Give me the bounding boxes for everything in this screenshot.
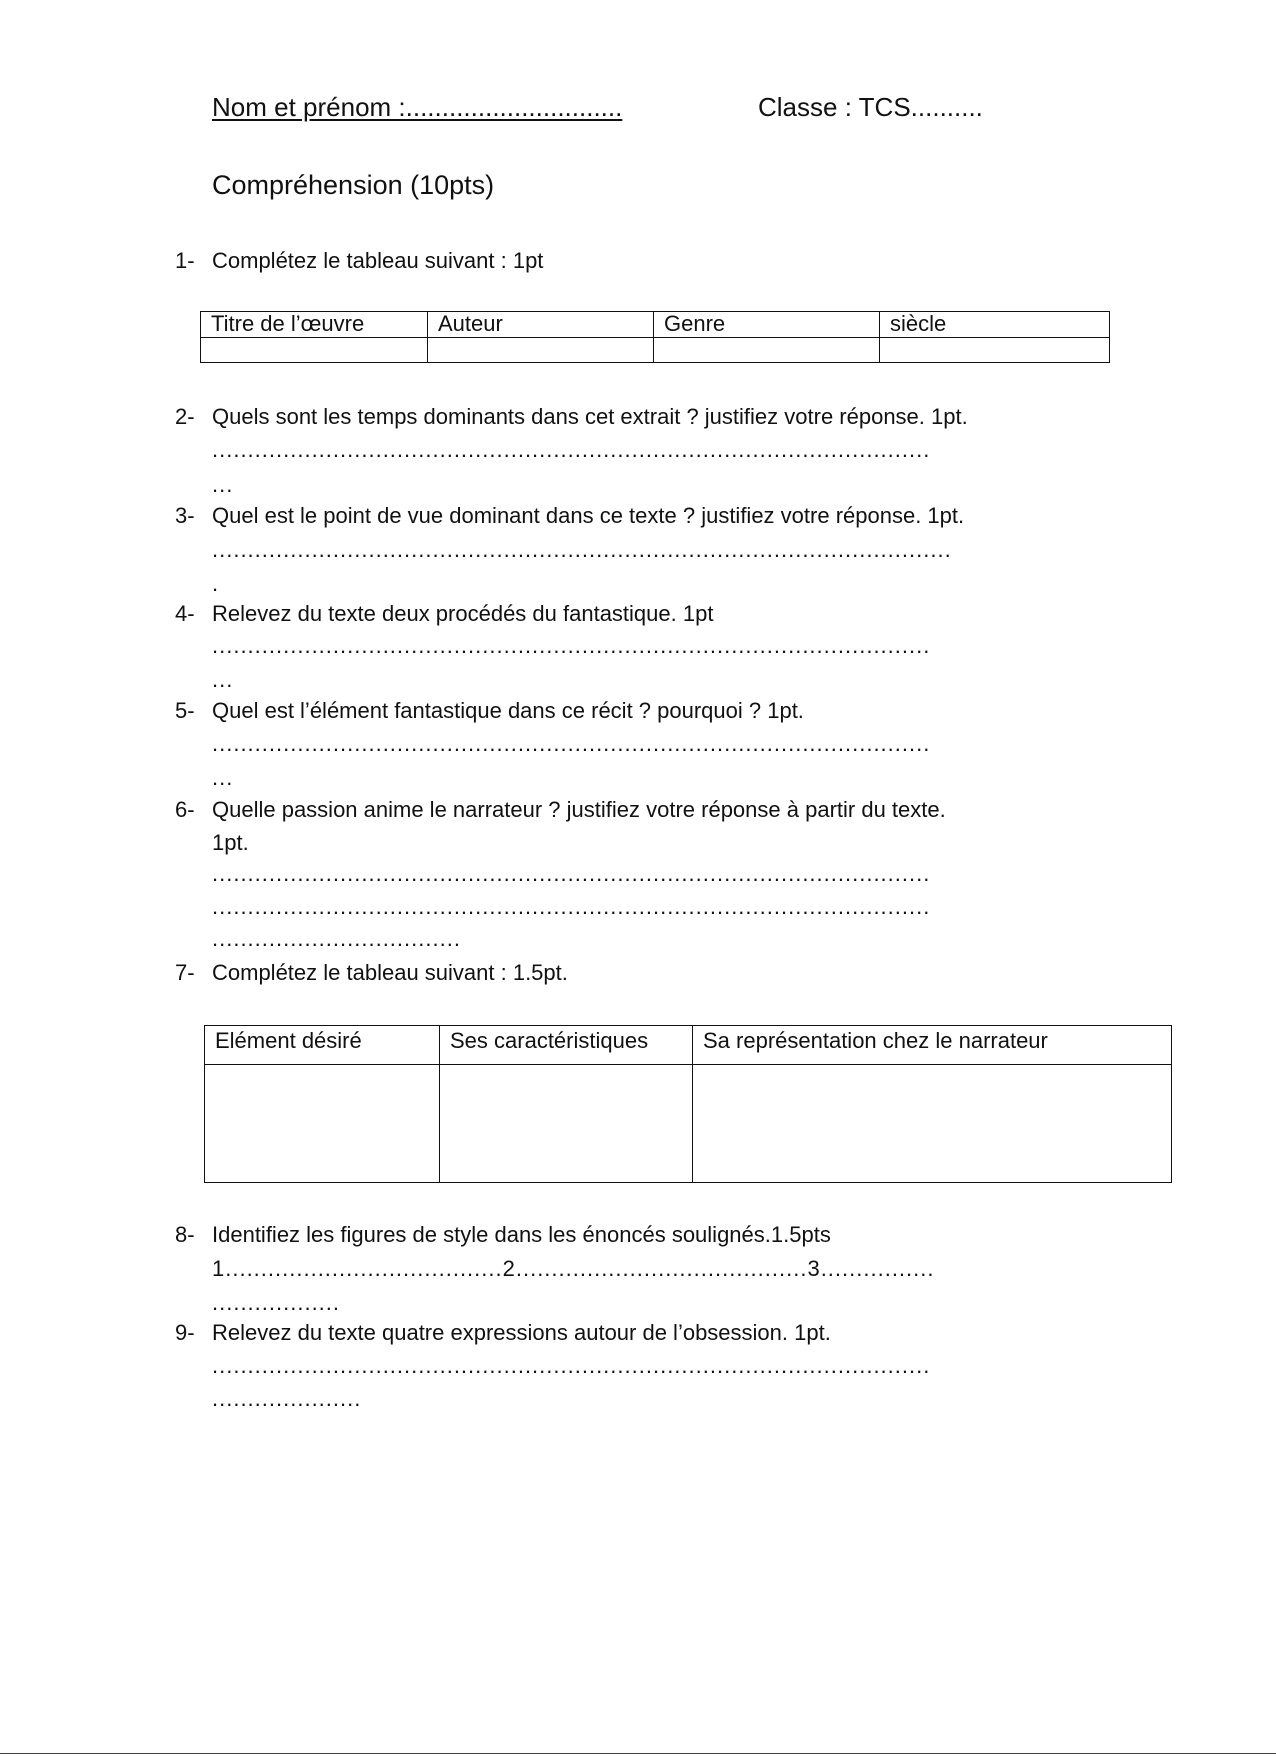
answer-cell[interactable] [201,338,428,363]
page-bottom-edge [0,1753,1276,1754]
question-number: 1- [175,248,195,273]
answer-line[interactable]: ..................................................................................................... [212,894,931,919]
question-text: Quelle passion anime le narrateur ? justifiez votre réponse à partir du texte. [212,797,946,822]
name-field-label: Nom et prénom :.............................. [212,92,623,122]
table-desired-element [204,1025,1172,1183]
table-work-info [200,311,1110,363]
question-text: Quels sont les temps dominants dans cet extrait ? justifiez votre réponse. 1pt. [212,404,968,429]
question-text: Complétez le tableau suivant : 1pt [212,248,544,273]
answer-line[interactable]: ... [212,667,234,692]
answer-line[interactable]: . [212,571,220,596]
question-text: Complétez le tableau suivant : 1.5pt. [212,960,568,985]
question-number: 8- [175,1222,195,1247]
question-text: Quel est le point de vue dominant dans ce texte ? justifiez votre réponse. 1pt. [212,503,965,528]
table-header-cell: Sa représentation chez le narrateur [693,1026,1172,1065]
table-header-cell: Genre [654,312,880,338]
answer-cell[interactable] [428,338,654,363]
table-header-cell: Elément désiré [205,1026,440,1065]
question-points: 1pt. [212,830,249,855]
question-text: Quel est l’élément fantastique dans ce récit ? pourquoi ? 1pt. [212,698,804,723]
table-header-cell: siècle [880,312,1110,338]
question-text: Relevez du texte deux procédés du fantastique. 1pt [212,601,714,626]
answer-cell[interactable] [693,1065,1172,1183]
answer-cell[interactable] [880,338,1110,363]
answer-line[interactable]: ..................................................................................................... [212,633,931,658]
question-number: 9- [175,1320,195,1345]
question-text: Relevez du texte quatre expressions autour de l’obsession. 1pt. [212,1320,831,1345]
question-number: 4- [175,601,195,626]
question-number: 2- [175,404,195,429]
table-header-cell: Ses caractéristiques [440,1026,693,1065]
class-field-label: Classe : TCS.......... [758,92,983,122]
question-number: 7- [175,960,195,985]
answer-line[interactable]: ........................................................................................................ [212,537,952,562]
answer-line[interactable]: ..................................................................................................... [212,731,931,756]
answer-line[interactable]: ................................... [212,926,461,951]
answer-cell[interactable] [654,338,880,363]
answer-line[interactable]: ..................................................................................................... [212,437,931,462]
answer-line[interactable]: ..................................................................................................... [212,1353,931,1378]
section-title: Compréhension (10pts) [212,170,495,200]
answer-cell[interactable] [205,1065,440,1183]
answer-line[interactable]: 1.......................................2.........................................3................ [212,1256,935,1281]
answer-line[interactable]: ... [212,765,234,790]
student-header [212,92,1034,123]
answer-line[interactable]: ..................................................................................................... [212,861,931,886]
question-number: 5- [175,698,195,723]
question-number: 6- [175,797,195,822]
answer-line[interactable]: ... [212,472,234,497]
answer-cell[interactable] [440,1065,693,1183]
answer-line[interactable]: ..................... [212,1386,362,1411]
question-text: Identifiez les figures de style dans les énoncés soulignés.1.5pts [212,1222,831,1247]
question-number: 3- [175,503,195,528]
table-header-cell: Titre de l’œuvre [201,312,428,338]
table-header-cell: Auteur [428,312,654,338]
answer-line[interactable]: .................. [212,1290,341,1315]
